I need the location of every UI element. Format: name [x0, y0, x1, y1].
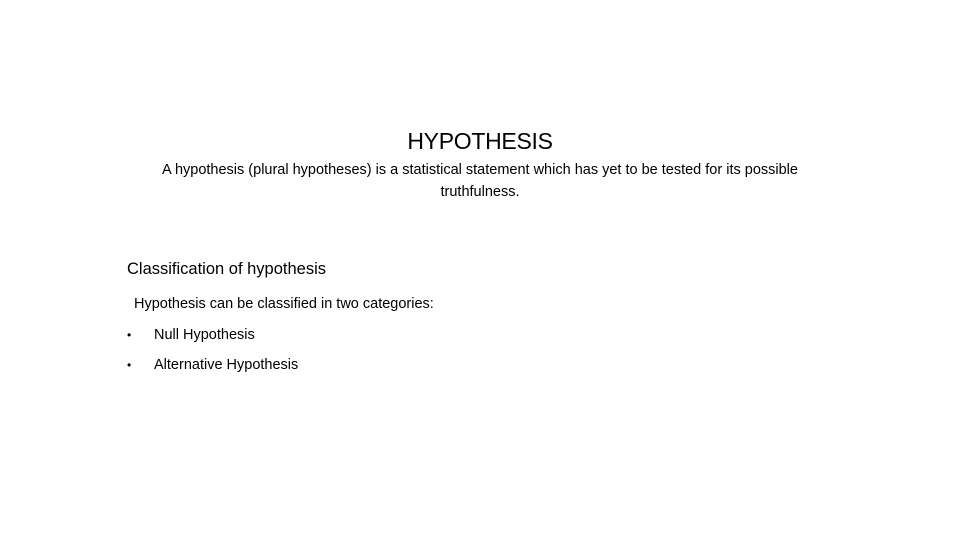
- bullet-icon: •: [127, 328, 132, 342]
- bullet-label: Alternative Hypothesis: [154, 357, 299, 373]
- slide-title: HYPOTHESIS: [407, 128, 553, 154]
- section-heading: Classification of hypothesis: [127, 260, 327, 278]
- bullet-label: Null Hypothesis: [154, 327, 255, 343]
- definition-text: A hypothesis (plural hypotheses) is a statistical statement which has yet to be tested for its possible truthfulness.: [162, 162, 798, 200]
- intro-text: Hypothesis can be classified in two categories:: [134, 296, 434, 312]
- bullet-icon: •: [127, 358, 132, 372]
